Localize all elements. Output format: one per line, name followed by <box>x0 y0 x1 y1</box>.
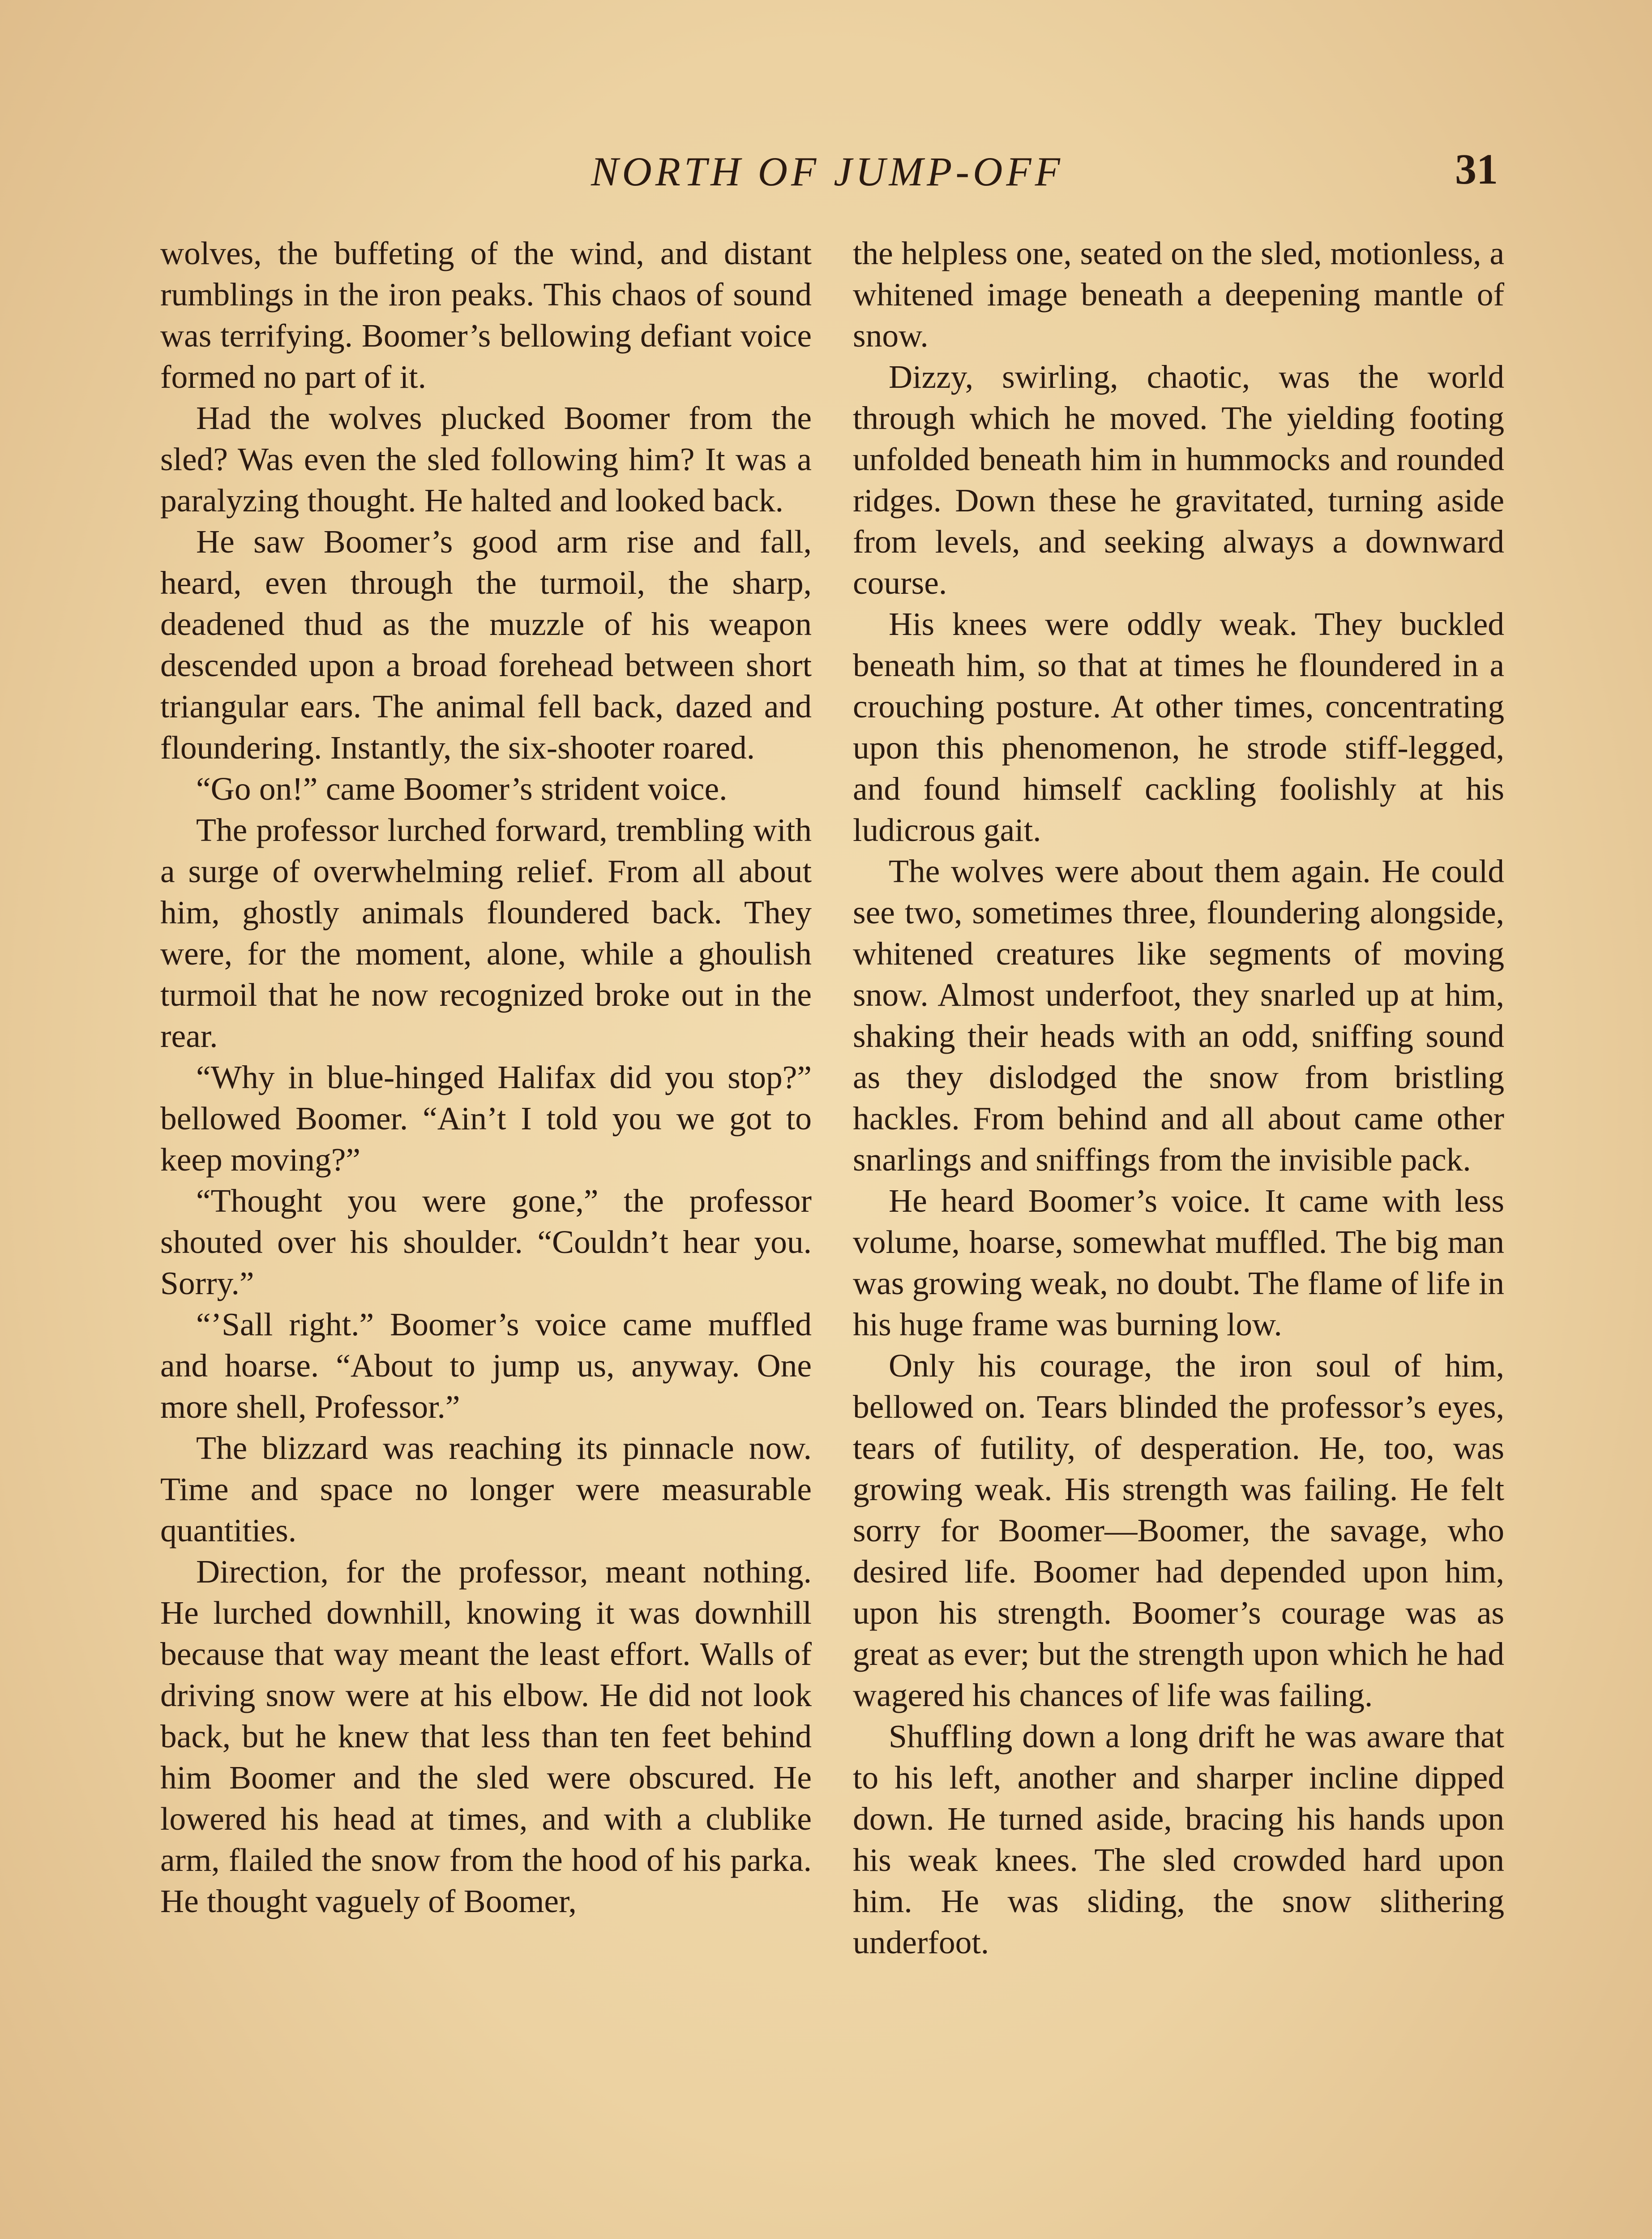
paragraph: “Why in blue-hinged Halifax did you stop?” bellowed Boomer. “Ain’t I told you we got to keep moving?” <box>160 1059 812 1178</box>
paragraph: He heard Boomer’s voice. It came with less volume, hoarse, somewhat muffled. The big man was growing weak, no doubt. The flame of life in his huge frame was burning low. <box>853 1183 1504 1343</box>
paragraph: “Go on!” came Boomer’s strident voice. <box>196 771 728 807</box>
page-header <box>0 145 1652 215</box>
paragraph: Only his courage, the iron soul of him, bellowed on. Tears blinded the professor’s eyes, tears of futility, of desperation. He, too, was growing weak. His strength was failing. He felt sorry for Boomer—Boomer, the savage, who desired life. Boomer had depended upon him, upon his strength. Boomer’s courage was as great as ever; but the strength upon which he had wagered his chances of life was failing. <box>853 1347 1504 1713</box>
paragraph: “Thought you were gone,” the professor shouted over his shoulder. “Couldn’t hear you. Sorry.” <box>160 1183 812 1301</box>
paragraph: Had the wolves plucked Boomer from the sled? Was even the sled following him? It was a paralyzing thought. He halted and looked back. <box>160 400 812 519</box>
paragraph: “’Sall right.” Boomer’s voice came muffled and hoarse. “About to jump us, anyway. One more shell, Professor.” <box>160 1306 812 1425</box>
paragraph: His knees were oddly weak. They buckled beneath him, so that at times he floundered in a crouching posture. At other times, concentrating upon this phenomenon, he strode stiff-legged, and found himself cackling foolishly at his ludicrous gait. <box>853 606 1504 848</box>
paragraph: the helpless one, seated on the sled, motionless, a whitened image beneath a deepening mantle of snow. <box>853 235 1504 354</box>
paragraph: wolves, the buffeting of the wind, and distant rumblings in the iron peaks. This chaos of sound was terrifying. Boomer’s bellowing defiant voice formed no part of it. <box>160 235 812 395</box>
right-column <box>853 233 1504 1963</box>
page-number: 31 <box>1455 145 1498 193</box>
paragraph: Direction, for the professor, meant nothing. He lurched downhill, knowing it was downhill because that way meant the least effort. Walls of driving snow were at his elbow. He did not look back, but he knew that less than ten feet behind him Boomer and the sled were obscured. He lowered his head at times, and with a clublike arm, flailed the snow from the hood of his parka. He thought vaguely of Boomer, <box>160 1553 812 1919</box>
paragraph: The professor lurched forward, trembling with a surge of overwhelming relief. From all about him, ghostly animals floundered back. They were, for the moment, alone, while a ghoulish turmoil that he now recognized broke out in the rear. <box>160 812 812 1054</box>
paragraph: The blizzard was reaching its pinnacle now. Time and space no longer were measurable quantities. <box>160 1430 812 1548</box>
paragraph: He saw Boomer’s good arm rise and fall, heard, even through the turmoil, the sharp, deadened thud as the muzzle of his weapon descended upon a broad forehead between short triangular ears. The animal fell back, dazed and floundering. Instantly, the six-shooter roared. <box>160 523 812 766</box>
running-head: NORTH OF JUMP-OFF <box>591 149 1064 194</box>
paragraph: Dizzy, swirling, chaotic, was the world through which he moved. The yielding footing unfolded beneath him in hummocks and rounded ridges. Down these he gravitated, turning aside from levels, and seeking always a downward course. <box>853 359 1504 601</box>
paragraph: The wolves were about them again. He could see two, sometimes three, floundering alongside, whitened creatures like segments of moving snow. Almost underfoot, they snarled up at him, shaking their heads with an odd, sniffing sound as they dislodged the snow from bristling hackles. From behind and all about came other snarlings and sniffings from the invisible pack. <box>853 853 1504 1178</box>
paragraph: Shuffling down a long drift he was aware that to his left, another and sharper incline dipped down. He turned aside, bracing his hands upon his weak knees. The sled crowded hard upon him. He was sliding, the snow slithering underfoot. <box>853 1718 1504 1960</box>
left-column <box>160 233 812 1922</box>
